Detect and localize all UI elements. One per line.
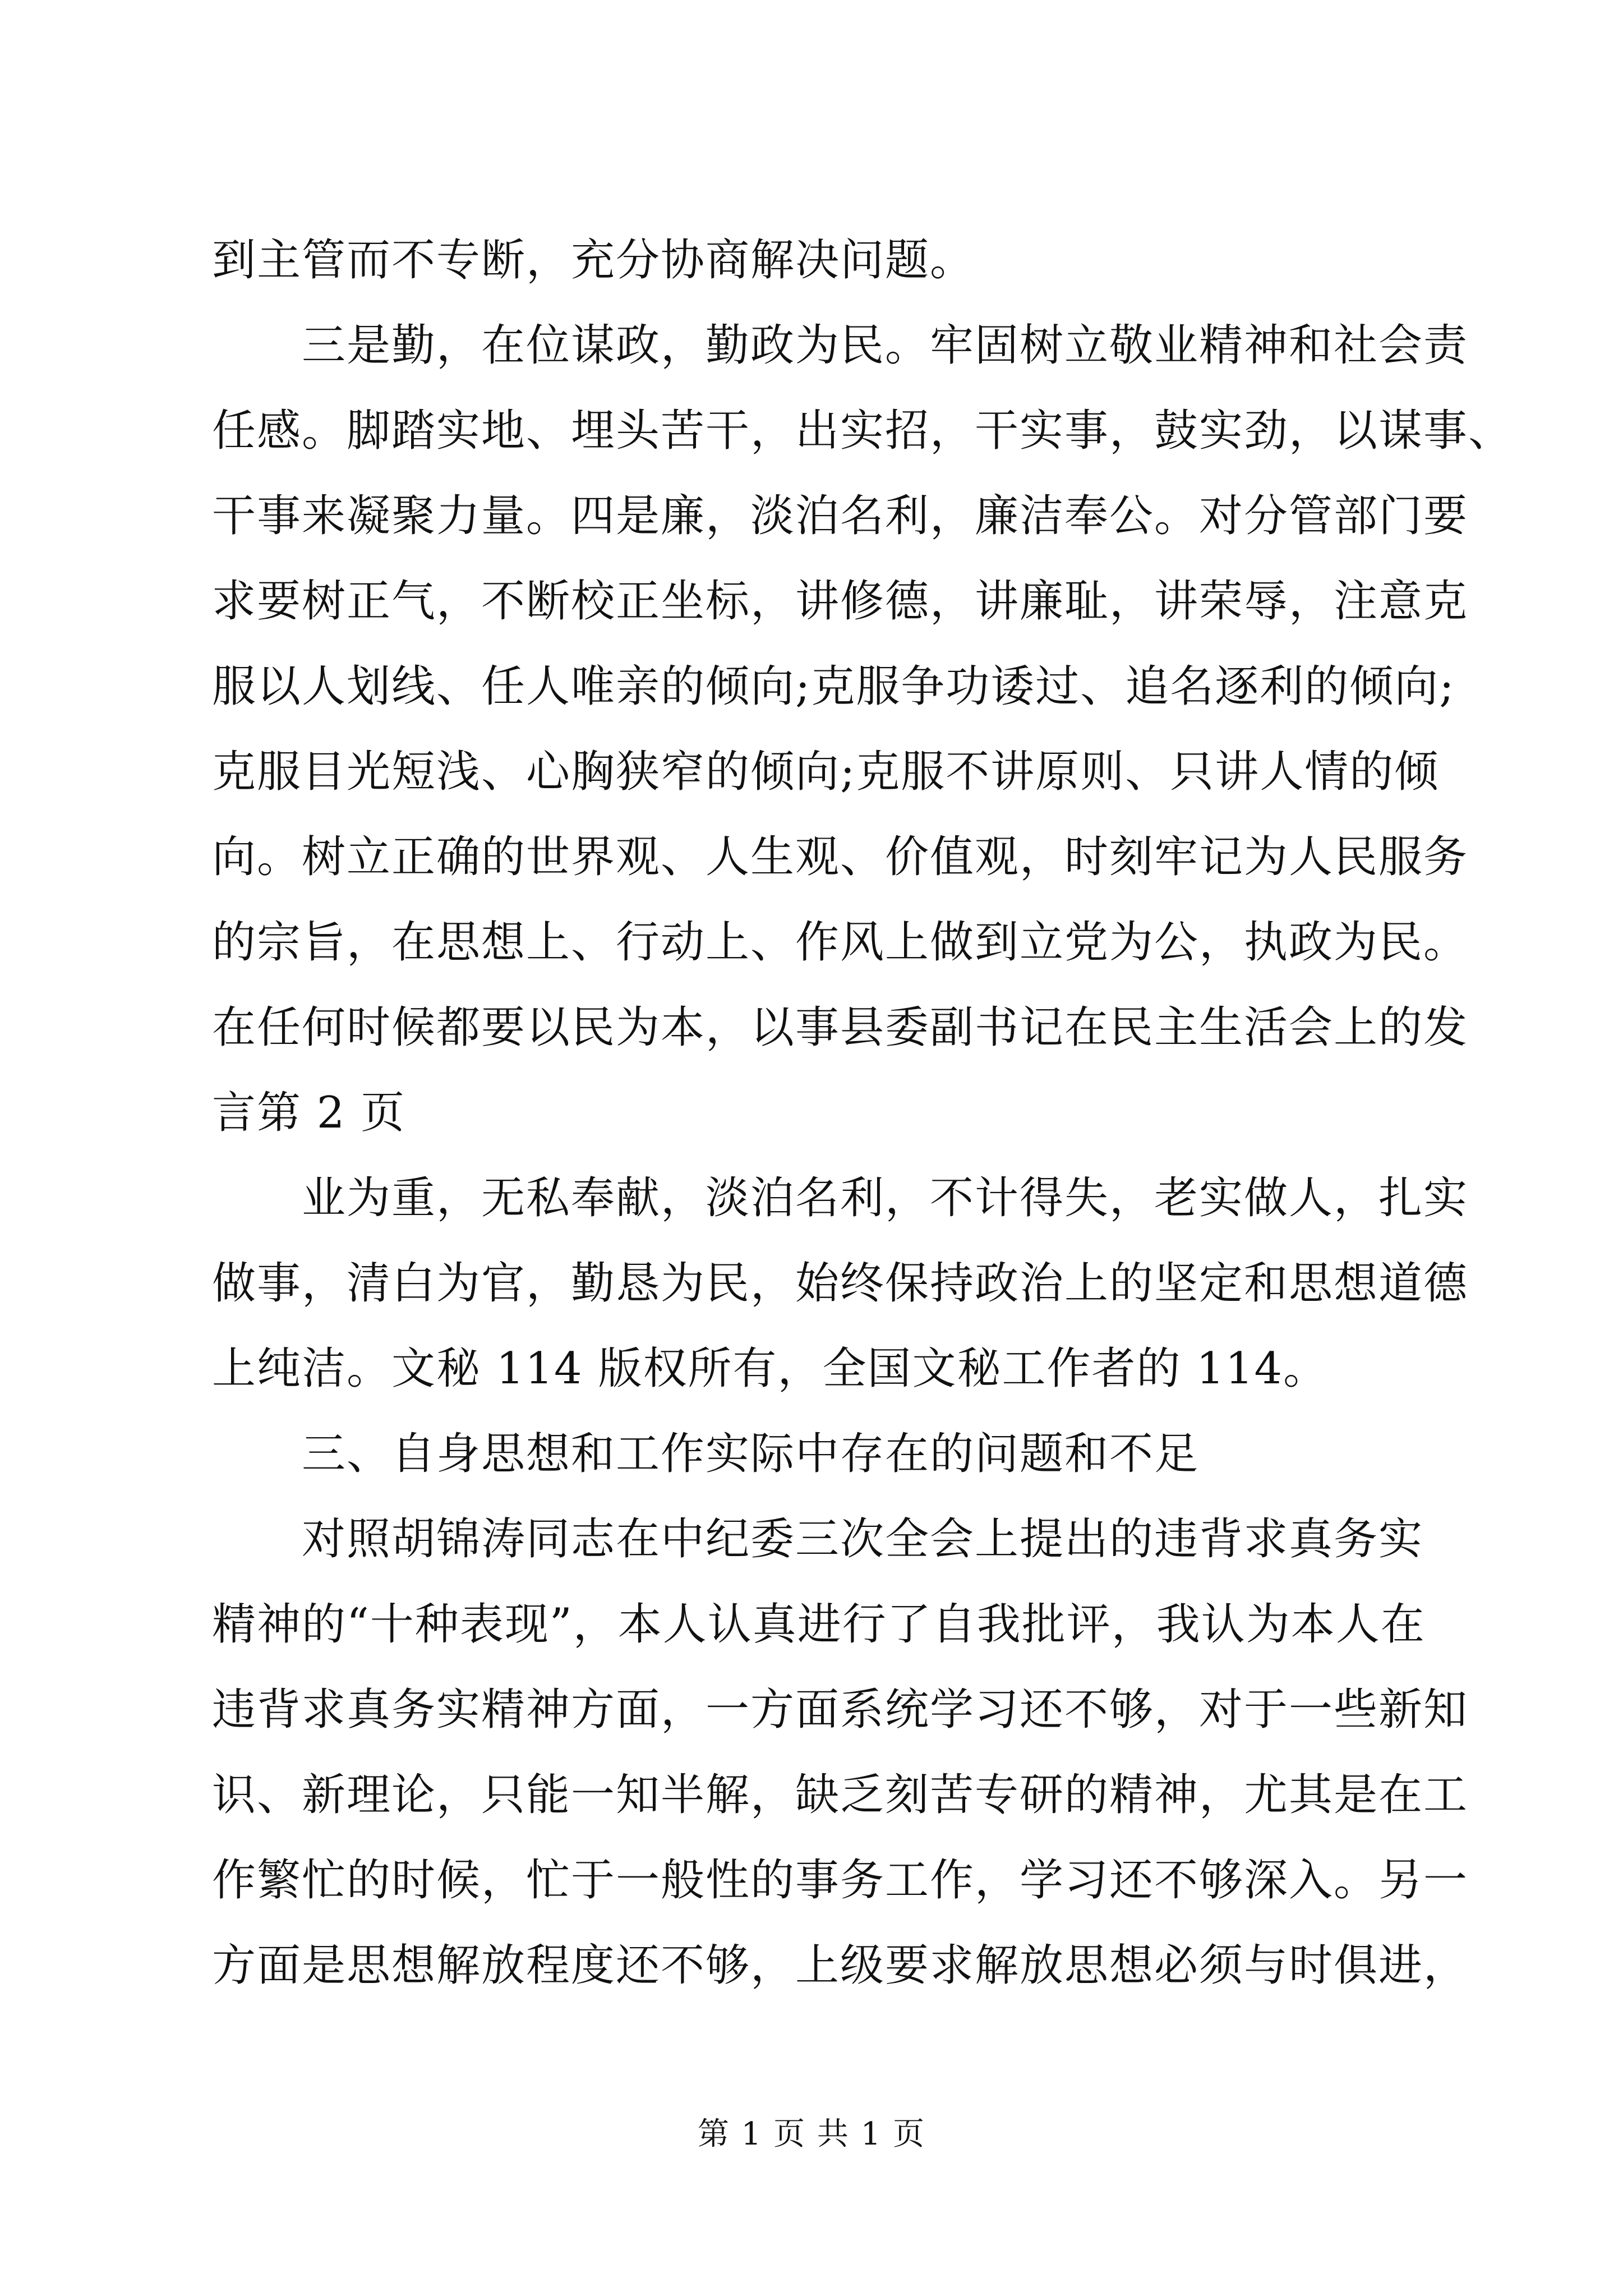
paragraph-line: 三是勤，在位谋政，勤政为民。牢固树立敬业精神和社会责 xyxy=(302,320,1469,371)
text-line: 向。树立正确的世界观、人生观、价值观，时刻牢记为人民服务 xyxy=(212,832,1469,882)
body-text xyxy=(212,218,1514,2008)
text-line: 克服目光短浅、心胸狭窄的倾向;克服不讲原则、只讲人情的倾 xyxy=(212,747,1440,797)
text-line: 求要树正气，不断校正坐标，讲修德，讲廉耻，讲荣辱，注意克 xyxy=(212,576,1469,627)
text-line: 上纯洁。文秘 114 版权所有，全国文秘工作者的 114。 xyxy=(212,1343,1329,1394)
paragraph-line: 对照胡锦涛同志在中纪委三次全会上提出的违背求真务实 xyxy=(302,1514,1424,1565)
text-line: 到主管而不专断，充分协商解决问题。 xyxy=(212,235,975,286)
text-line: 违背求真务实精神方面，一方面系统学习还不够，对于一些新知 xyxy=(212,1685,1469,1735)
text-line: 精神的“十种表现”，本人认真进行了自我批评，我认为本人在 xyxy=(212,1599,1426,1650)
text-line: 的宗旨，在思想上、行动上、作风上做到立党为公，执政为民。 xyxy=(212,917,1469,968)
text-line: 做事，清白为官，勤恳为民，始终保持政治上的坚定和思想道德 xyxy=(212,1258,1469,1309)
text-line: 作繁忙的时候，忙于一般性的事务工作，学习还不够深入。另一 xyxy=(212,1855,1469,1906)
text-line: 服以人划线、任人唯亲的倾向;克服争功诿过、追名逐利的倾向; xyxy=(212,661,1455,712)
page-footer: 第 1 页 共 1 页 xyxy=(697,2116,926,2152)
text-line: 干事来凝聚力量。四是廉，淡泊名利，廉洁奉公。对分管部门要 xyxy=(212,491,1469,541)
section-heading: 三、自身思想和工作实际中存在的问题和不足 xyxy=(302,1429,1200,1479)
text-line: 识、新理论，只能一知半解，缺乏刻苦专研的精神，尤其是在工 xyxy=(212,1770,1469,1820)
text-line: 任感。脚踏实地、埋头苦干，出实招，干实事，鼓实劲，以谋事、 xyxy=(212,406,1514,456)
text-line: 言第 2 页 xyxy=(212,1088,406,1138)
text-line: 方面是思想解放程度还不够，上级要求解放思想必须与时俱进， xyxy=(212,1940,1469,1991)
paragraph-line: 业为重，无私奉献，淡泊名利，不计得失，老实做人，扎实 xyxy=(302,1173,1469,1223)
text-line: 在任何时候都要以民为本，以事县委副书记在民主生活会上的发 xyxy=(212,1002,1469,1053)
